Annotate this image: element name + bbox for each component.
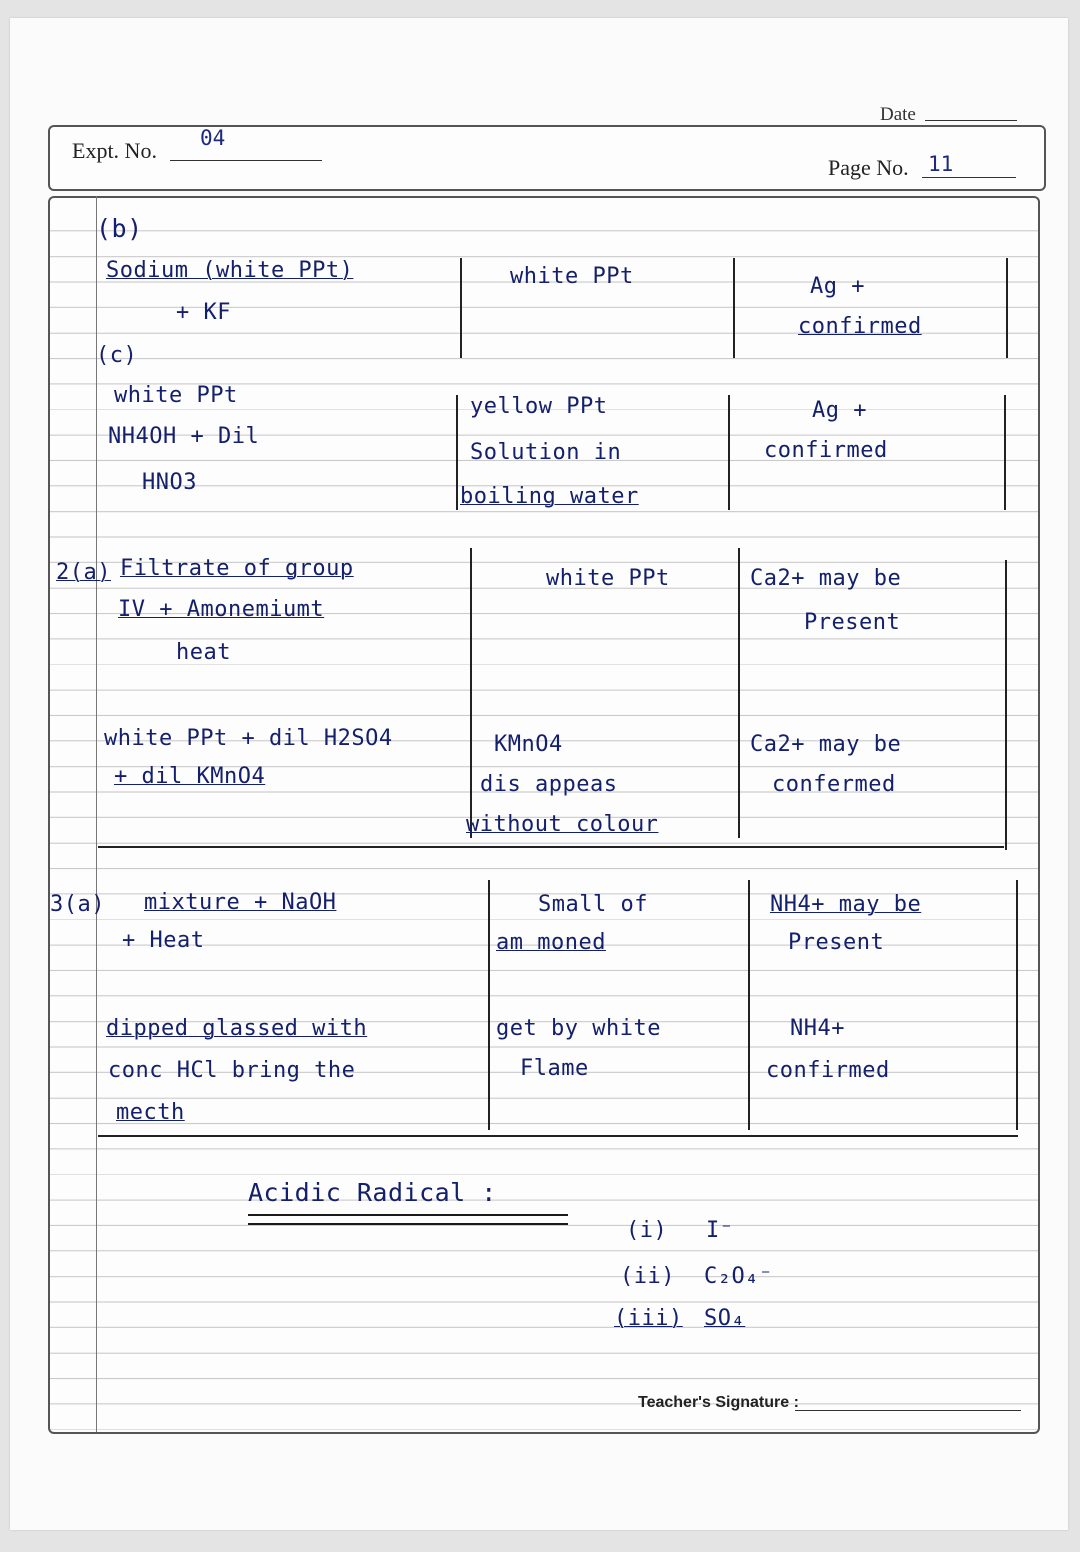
observation-result: Small of xyxy=(538,892,648,917)
observation-result: dis appeas xyxy=(480,772,618,797)
column-divider xyxy=(733,258,735,358)
observation-test: HNO3 xyxy=(142,470,197,495)
radical-number: (iii) xyxy=(614,1306,683,1331)
column-divider xyxy=(1004,395,1006,510)
expt-no-line xyxy=(170,160,322,161)
column-divider xyxy=(1006,258,1008,358)
observation-test: Sodium (white PPt) xyxy=(106,258,354,283)
section-3a-label: 3(a) xyxy=(50,892,105,917)
column-divider xyxy=(460,258,462,358)
signature-line xyxy=(795,1410,1021,1411)
observation-test: mixture + NaOH xyxy=(144,890,337,915)
observation-result: white PPt xyxy=(546,566,670,591)
observation-result: KMnO4 xyxy=(494,732,563,757)
inference: confermed xyxy=(772,772,896,797)
inference: Ag + xyxy=(812,398,867,423)
observation-result: white PPt xyxy=(510,264,634,289)
section-b-label: (b) xyxy=(96,214,143,243)
inference: NH4+ may be xyxy=(770,892,922,917)
observation-test: NH4OH + Dil xyxy=(108,424,260,449)
section-c-label: (c) xyxy=(96,343,138,368)
acidic-radical-title: Acidic Radical : xyxy=(248,1178,497,1207)
title-underline xyxy=(248,1214,568,1216)
page-no-value: 11 xyxy=(928,152,954,176)
inference: Ag + xyxy=(810,274,865,299)
observation-result: get by white xyxy=(496,1016,661,1041)
inference: confirmed xyxy=(798,314,922,339)
inference: NH4+ xyxy=(790,1016,845,1041)
observation-test: dipped glassed with xyxy=(106,1016,368,1041)
date-line xyxy=(925,120,1017,121)
column-divider xyxy=(488,880,490,1130)
column-divider xyxy=(748,880,750,1130)
column-divider xyxy=(1016,880,1018,1130)
observation-test: conc HCl bring the xyxy=(108,1058,356,1083)
radical-number: (ii) xyxy=(620,1264,675,1289)
inference: Ca2+ may be xyxy=(750,566,902,591)
column-divider xyxy=(738,548,740,838)
section-2a-label: 2(a) xyxy=(56,560,111,585)
date-label: Date xyxy=(880,104,916,125)
column-divider xyxy=(728,395,730,510)
observation-test: + dil KMnO4 xyxy=(114,764,266,789)
inference: confirmed xyxy=(764,438,888,463)
inference: Ca2+ may be xyxy=(750,732,902,757)
radical-number: (i) xyxy=(626,1218,668,1243)
observation-test: + KF xyxy=(176,300,231,325)
section-divider xyxy=(98,846,1004,848)
observation-test: white PPt + dil H2SO4 xyxy=(104,726,393,751)
observation-test: + Heat xyxy=(122,928,205,953)
inference: Present xyxy=(804,610,901,635)
section-divider xyxy=(98,1135,1018,1137)
observation-test: white PPt xyxy=(114,383,238,408)
radical-ion: SO₄ xyxy=(704,1306,746,1331)
observation-test: IV + Amonemiumt xyxy=(118,597,325,622)
expt-no-value: 04 xyxy=(200,126,226,150)
observation-result: boiling water xyxy=(460,484,639,509)
teacher-signature-label: Teacher's Signature : xyxy=(638,1394,799,1411)
expt-no-label: Expt. No. xyxy=(72,138,157,163)
observation-result: yellow PPt xyxy=(470,394,608,419)
margin-line xyxy=(96,196,97,1432)
observation-test: Filtrate of group xyxy=(120,556,354,581)
observation-result: without colour xyxy=(466,812,659,837)
column-divider xyxy=(1005,560,1007,850)
observation-result: am moned xyxy=(496,930,606,955)
observation-test: mecth xyxy=(116,1100,185,1125)
page-no-label: Page No. xyxy=(828,155,909,180)
column-divider xyxy=(470,548,472,838)
radical-ion: C₂O₄⁻ xyxy=(704,1264,773,1289)
column-divider xyxy=(456,395,458,510)
title-underline xyxy=(248,1223,568,1225)
observation-result: Solution in xyxy=(470,440,622,465)
inference: Present xyxy=(788,930,885,955)
observation-test: heat xyxy=(176,640,231,665)
observation-result: Flame xyxy=(520,1056,589,1081)
radical-ion: I⁻ xyxy=(706,1218,734,1243)
page-no-line xyxy=(922,177,1016,178)
inference: confirmed xyxy=(766,1058,890,1083)
